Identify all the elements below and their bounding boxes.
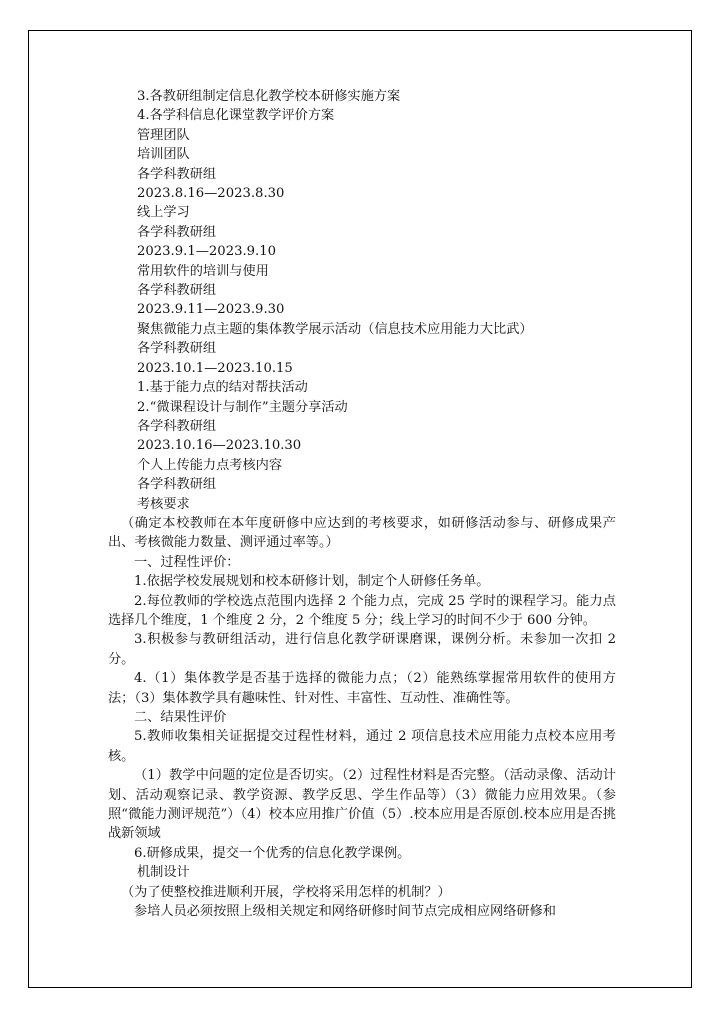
mechanism-body: 参培人员必须按照上级相关规定和网络研修时间节点完成相应网络研修和 [134, 904, 556, 920]
group-5: 各学科教研组 [137, 418, 217, 434]
process-eval-item-4: 4.（1）集体教学是否基于选择的微能力点；（2）能熟练掌握常用软件的使用方法；（3）集体教学具有趣味性、针对性、丰富性、互动性、准确性等。 [108, 671, 616, 706]
group-1: 各学科教研组 [137, 166, 217, 182]
result-eval-item-5: 5.教师收集相关证据提交过程性材料，通过 2 项信息技术应用能力点校本应用考核。 [108, 729, 616, 764]
activity-group-teaching: 聚焦微能力点主题的集体教学展示活动（信息技术应用能力大比武） [137, 321, 533, 337]
result-eval-item-6: 6.研修成果，提交一个优秀的信息化教学课例。 [134, 845, 411, 861]
section-heading-mechanism: 机制设计 [137, 865, 190, 881]
date-range-2: 2023.9.1—2023.9.10 [137, 244, 277, 260]
group-4: 各学科教研组 [137, 341, 217, 357]
process-eval-heading: 一、过程性评价： [134, 554, 240, 570]
date-range-3: 2023.9.11—2023.9.30 [137, 302, 285, 318]
activity-software-training: 常用软件的培训与使用 [137, 263, 269, 279]
result-eval-heading: 二、结果性评价 [134, 710, 227, 725]
date-range-4: 2023.10.1—2023.10.15 [137, 360, 293, 376]
activity-microcourse: 2.“微课程设计与制作”主题分享活动 [137, 399, 348, 415]
group-6: 各学科教研组 [137, 477, 217, 493]
process-eval-item-2: 2.每位教师的学校选点范围内选择 2 个能力点，完成 25 学时的课程学习。能力点选择几个维度，1 个维度 2 分，2 个维度 5 分；线上学习的时间不少于 600 分钟。 [108, 593, 616, 628]
section-heading-assessment: 考核要求 [137, 496, 190, 512]
activity-upload: 个人上传能力点考核内容 [137, 457, 283, 473]
team-management: 管理团队 [137, 127, 190, 143]
date-range-1: 2023.8.16—2023.8.30 [137, 186, 285, 202]
date-range-5: 2023.10.16—2023.10.30 [137, 438, 302, 454]
document-body [108, 87, 616, 921]
result-eval-criteria: （1）教学中问题的定位是否切实。（2）过程性材料是否完整。（活动录像、活动计划、活动观察记录、教学资源、教学反思、学生作品等）（3）微能力应用效果。（参照“微能力测评规范”）（4）校本应用推广价值（5）.校本应用是否原创.校本应用是否挑战新领域 [108, 768, 616, 842]
group-3: 各学科教研组 [137, 283, 217, 299]
plan-item-4: 4.各学科信息化课堂教学评价方案 [137, 108, 335, 124]
process-eval-item-3: 3.积极参与教研组活动，进行信息化教学研课磨课，课例分析。未参加一次扣 2 分。 [108, 632, 616, 667]
activity-online-learning: 线上学习 [137, 205, 190, 221]
activity-pairing: 1.基于能力点的结对帮扶活动 [137, 380, 308, 396]
mechanism-note: （为了使整校推进顺利开展，学校将采用怎样的机制？） [121, 884, 451, 900]
process-eval-item-1: 1.依据学校发展规划和校本研修计划，制定个人研修任务单。 [134, 574, 490, 590]
group-2: 各学科教研组 [137, 224, 217, 240]
assessment-note: （确定本校教师在本年度研修中应达到的考核要求，如研修活动参与、研修成果产出、考核微能力数量、测评通过率等。） [108, 515, 616, 551]
team-training: 培训团队 [137, 147, 190, 163]
plan-item-3: 3.各教研组制定信息化教学校本研修实施方案 [137, 89, 401, 104]
